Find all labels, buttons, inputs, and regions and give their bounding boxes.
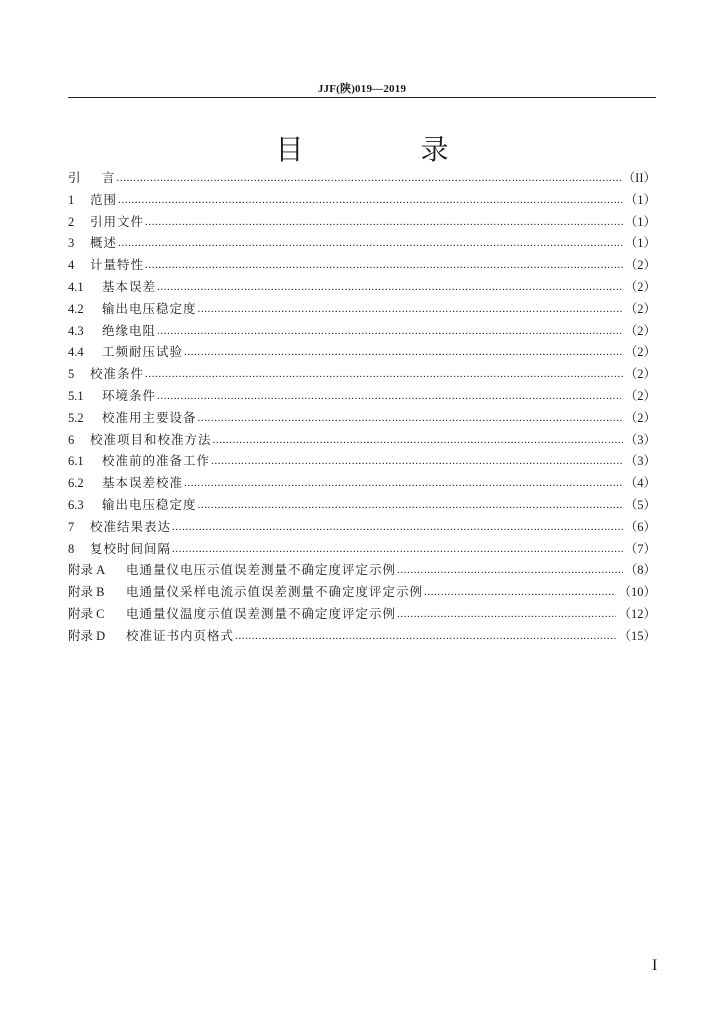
- toc-entry-page: （3）: [624, 432, 656, 447]
- toc-entry[interactable]: [68, 233, 656, 255]
- toc-dot-leader: [184, 341, 623, 364]
- toc-entry-page: （II）: [622, 171, 656, 185]
- toc-entry[interactable]: [68, 386, 656, 408]
- toc-dot-leader: [172, 538, 623, 561]
- toc-entry-page: （2）: [624, 323, 656, 338]
- toc-entry-number: 4.4: [68, 345, 84, 360]
- toc-entry-page: （2）: [624, 258, 656, 273]
- toc-entry-number: 5.1: [68, 388, 84, 403]
- toc-entry[interactable]: [68, 626, 656, 648]
- document-code: JJF(陕)019—2019: [317, 83, 407, 95]
- toc-entry-label: 电通量仪采样电流示值误差测量不确定度评定示例: [126, 585, 424, 600]
- header-rule: [68, 97, 656, 98]
- toc-entry-label: 电通量仪电压示值误差测量不确定度评定示例: [126, 563, 397, 578]
- toc-entry-label: 概述: [90, 236, 118, 251]
- toc-entry[interactable]: [68, 364, 656, 386]
- toc-dot-leader: [145, 211, 623, 234]
- toc-entry-page: （15）: [618, 628, 656, 643]
- toc-entry-page: （10）: [618, 585, 656, 600]
- toc-entry-label: 绝缘电阻: [102, 323, 157, 338]
- toc-entry-label: 环境条件: [102, 388, 157, 403]
- page-number: I: [652, 957, 658, 974]
- toc-entry-label: 输出电压稳定度: [102, 497, 197, 512]
- toc-entry-label: 校准前的准备工作: [102, 454, 211, 469]
- toc-entry-page: （3）: [624, 454, 656, 469]
- toc-dot-leader: [172, 516, 623, 539]
- toc-dot-leader: [157, 276, 623, 299]
- toc-dot-leader: [198, 407, 623, 430]
- toc-entry-number: 1: [68, 192, 75, 207]
- toc-entry-page: （12）: [618, 606, 656, 621]
- toc-entry-page: （1）: [624, 236, 656, 251]
- toc-entry[interactable]: [68, 408, 656, 430]
- toc-entry-label: 工频耐压试验: [102, 345, 184, 360]
- toc-dot-leader: [198, 494, 623, 517]
- toc-entry[interactable]: [68, 321, 656, 343]
- toc-dot-leader: [118, 189, 623, 212]
- toc-entry-number: 5.2: [68, 410, 84, 425]
- toc-entry-number: 4: [68, 258, 75, 273]
- toc-entry-page: （4）: [624, 476, 656, 491]
- toc-entry-number: 6.3: [68, 497, 84, 512]
- toc-dot-leader: [145, 254, 623, 277]
- toc-dot-leader: [157, 385, 623, 408]
- toc-entry-number: 6.1: [68, 454, 84, 469]
- toc-entry-page: （2）: [624, 388, 656, 403]
- toc-entry-number: 6.2: [68, 476, 84, 491]
- toc-entry-page: （2）: [624, 410, 656, 425]
- toc-entry-number: 3: [68, 236, 75, 251]
- toc-entry-page: （2）: [624, 345, 656, 360]
- toc-dot-leader: [117, 167, 621, 190]
- toc-entry-page: （2）: [624, 367, 656, 382]
- toc-entry-page: （2）: [624, 279, 656, 294]
- toc-entry-label: 基本误差: [102, 279, 157, 294]
- toc-entry-label: 电通量仪温度示值误差测量不确定度评定示例: [126, 606, 397, 621]
- toc-entry-page: （6）: [624, 519, 656, 534]
- toc-entry[interactable]: [68, 495, 656, 517]
- toc-entry-page: （8）: [624, 563, 656, 578]
- toc-entry-number: 6: [68, 432, 75, 447]
- toc-entry-label: 言: [102, 171, 116, 185]
- toc-entry-label: 输出电压稳定度: [102, 301, 197, 316]
- toc-entry-page: （1）: [624, 192, 656, 207]
- toc-entry-number: 附录 B: [68, 585, 105, 600]
- toc-entry[interactable]: [68, 190, 656, 212]
- toc-dot-leader: [211, 450, 623, 473]
- toc-entry-label: 基本误差校准: [102, 476, 184, 491]
- toc-entry-label: 引用文件: [90, 214, 145, 229]
- toc-entry[interactable]: [68, 430, 656, 452]
- toc-dot-leader: [235, 625, 616, 648]
- toc-entry-number: 8: [68, 541, 75, 556]
- toc-entry[interactable]: [68, 212, 656, 234]
- toc-dot-leader: [397, 603, 616, 626]
- toc-entry-number: 附录 C: [68, 606, 105, 621]
- toc-dot-leader: [213, 429, 623, 452]
- toc-entry-label: 校准条件: [90, 367, 145, 382]
- toc-entry[interactable]: [68, 277, 656, 299]
- toc-entry-page: （5）: [624, 497, 656, 512]
- toc-entry-label: 计量特性: [90, 258, 145, 273]
- toc-entry-number: 附录 A: [68, 563, 106, 578]
- toc-entry-number: 4.3: [68, 323, 84, 338]
- toc-entry[interactable]: [68, 582, 656, 604]
- toc-entry-number: 4.1: [68, 279, 84, 294]
- toc-dot-leader: [198, 298, 623, 321]
- toc-entry-label: 校准证书内页格式: [126, 628, 235, 643]
- toc-dot-leader: [397, 559, 623, 582]
- toc-entry[interactable]: [68, 255, 656, 277]
- toc-entry[interactable]: [68, 539, 656, 561]
- toc-entry-number: 5: [68, 367, 75, 382]
- toc-entry-label: 复校时间间隔: [90, 541, 172, 556]
- toc-entry-number: 7: [68, 519, 75, 534]
- toc-entry[interactable]: [68, 168, 656, 190]
- toc-entry[interactable]: [68, 342, 656, 364]
- toc-entry[interactable]: [68, 299, 656, 321]
- toc-entry[interactable]: [68, 560, 656, 582]
- toc-entry-number: 引: [68, 171, 81, 185]
- toc-entry-number: 附录 D: [68, 628, 106, 643]
- toc-entry-number: 2: [68, 214, 75, 229]
- toc-dot-leader: [145, 363, 623, 386]
- toc-dot-leader: [118, 232, 623, 255]
- table-of-contents: [68, 168, 656, 648]
- toc-entry[interactable]: [68, 517, 656, 539]
- toc-entry-label: 校准结果表达: [90, 519, 172, 534]
- toc-entry-label: 范围: [90, 192, 118, 207]
- toc-entry-page: （2）: [624, 301, 656, 316]
- toc-dot-leader: [424, 581, 616, 604]
- toc-title: 目 录: [275, 133, 503, 166]
- toc-dot-leader: [157, 320, 623, 343]
- toc-entry-label: 校准用主要设备: [102, 410, 197, 425]
- toc-entry[interactable]: [68, 451, 656, 473]
- toc-entry-label: 校准项目和校准方法: [90, 432, 212, 447]
- toc-entry-page: （7）: [624, 541, 656, 556]
- toc-entry[interactable]: [68, 473, 656, 495]
- toc-entry-page: （1）: [624, 214, 656, 229]
- toc-entry[interactable]: [68, 604, 656, 626]
- toc-entry-number: 4.2: [68, 301, 84, 316]
- toc-dot-leader: [184, 472, 623, 495]
